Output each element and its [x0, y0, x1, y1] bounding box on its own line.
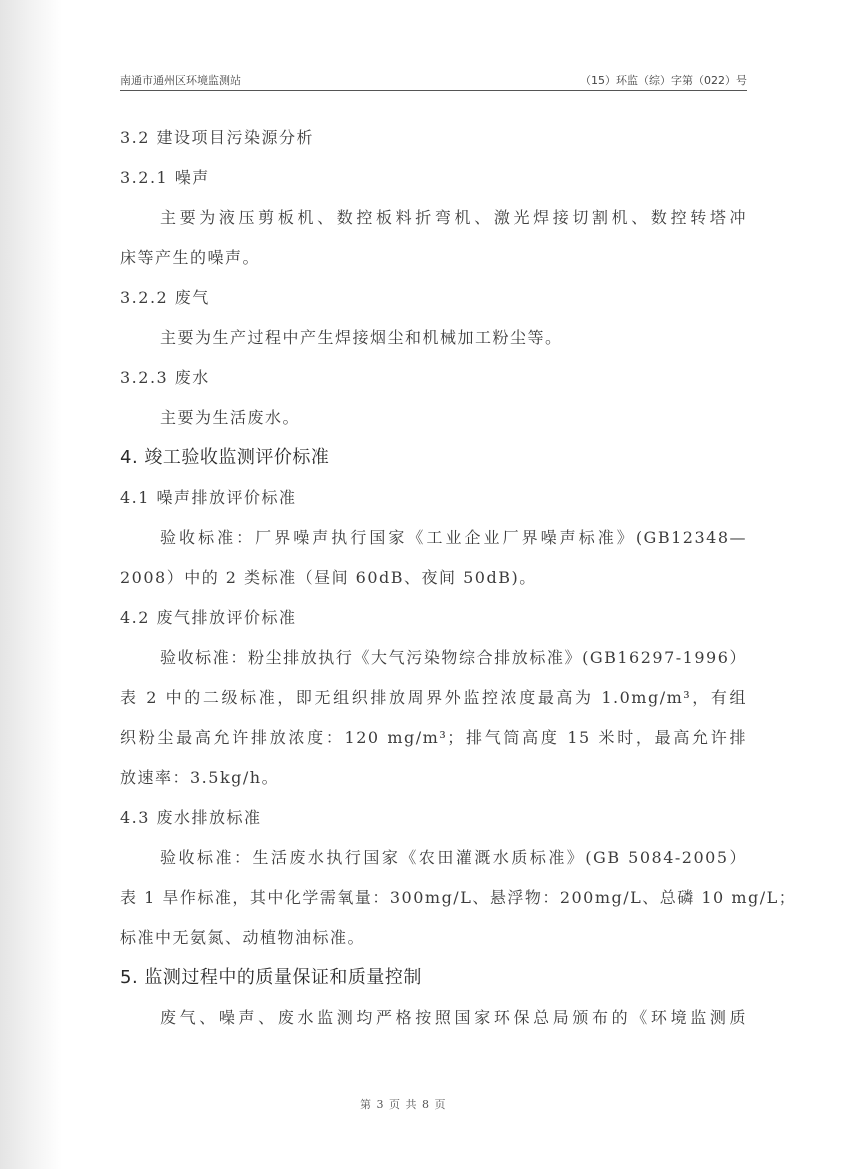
- header-document-number: （15）环监（综）字第（022）号: [580, 74, 747, 87]
- section-4-3-text-line-3: 标准中无氨氮、动植物油标准。: [120, 928, 366, 947]
- section-5-heading: 5. 监测过程中的质量保证和质量控制: [120, 967, 422, 988]
- page-header: [120, 70, 747, 91]
- section-3-2-2-title: 3.2.2 废气: [120, 288, 210, 307]
- document-page: [120, 0, 797, 1169]
- section-4-3-text-line-1: 验收标准：生活废水执行国家《农田灌溉水质标准》(GB 5084-2005）: [160, 848, 747, 867]
- section-4-2-title: 4.2 废气排放评价标准: [120, 608, 297, 627]
- section-3-2-1-text-line-2: 床等产生的噪声。: [120, 248, 261, 267]
- section-4-2-text-line-4: 放速率：3.5kg/h。: [120, 768, 280, 787]
- section-4-3-title: 4.3 废水排放标准: [120, 808, 262, 827]
- section-3-2-2-text: 主要为生产过程中产生焊接烟尘和机械加工粉尘等。: [160, 328, 563, 347]
- section-3-2-1-title: 3.2.1 噪声: [120, 168, 210, 187]
- section-3-2-title: 3.2 建设项目污染源分析: [120, 128, 315, 147]
- section-3-2-3-text: 主要为生活废水。: [160, 408, 301, 427]
- section-3-2-3-title: 3.2.3 废水: [120, 368, 210, 387]
- section-3-2-1-text-line-1: 主要为液压剪板机、数控板料折弯机、激光焊接切割机、数控转塔冲: [160, 208, 747, 227]
- section-4-1-text-line-2: 2008）中的 2 类标准（昼间 60dB、夜间 50dB)。: [120, 568, 537, 587]
- header-org-name: 南通市通州区环境监测站: [120, 74, 241, 87]
- section-4-2-text-line-3: 织粉尘最高允许排放浓度：120 mg/m³；排气筒高度 15 米时，最高允许排: [120, 728, 747, 747]
- page-number-footer: 第 3 页 共 8 页: [360, 1098, 447, 1111]
- section-5-text-line-1: 废气、噪声、废水监测均严格按照国家环保总局颁布的《环境监测质: [160, 1008, 747, 1027]
- section-4-2-text-line-1: 验收标准：粉尘排放执行《大气污染物综合排放标准》(GB16297-1996）: [160, 648, 747, 667]
- section-4-2-text-line-2: 表 2 中的二级标准，即无组织排放周界外监控浓度最高为 1.0mg/m³，有组: [120, 688, 747, 707]
- section-4-heading: 4. 竣工验收监测评价标准: [120, 447, 330, 468]
- section-4-1-title: 4.1 噪声排放评价标准: [120, 488, 297, 507]
- scan-edge-shadow: [0, 0, 62, 1169]
- section-4-3-text-line-2: 表 1 旱作标准，其中化学需氧量：300mg/L、悬浮物：200mg/L、总磷 10 mg/L；: [120, 888, 797, 907]
- section-4-1-text-line-1: 验收标准：厂界噪声执行国家《工业企业厂界噪声标准》(GB12348—: [160, 528, 747, 547]
